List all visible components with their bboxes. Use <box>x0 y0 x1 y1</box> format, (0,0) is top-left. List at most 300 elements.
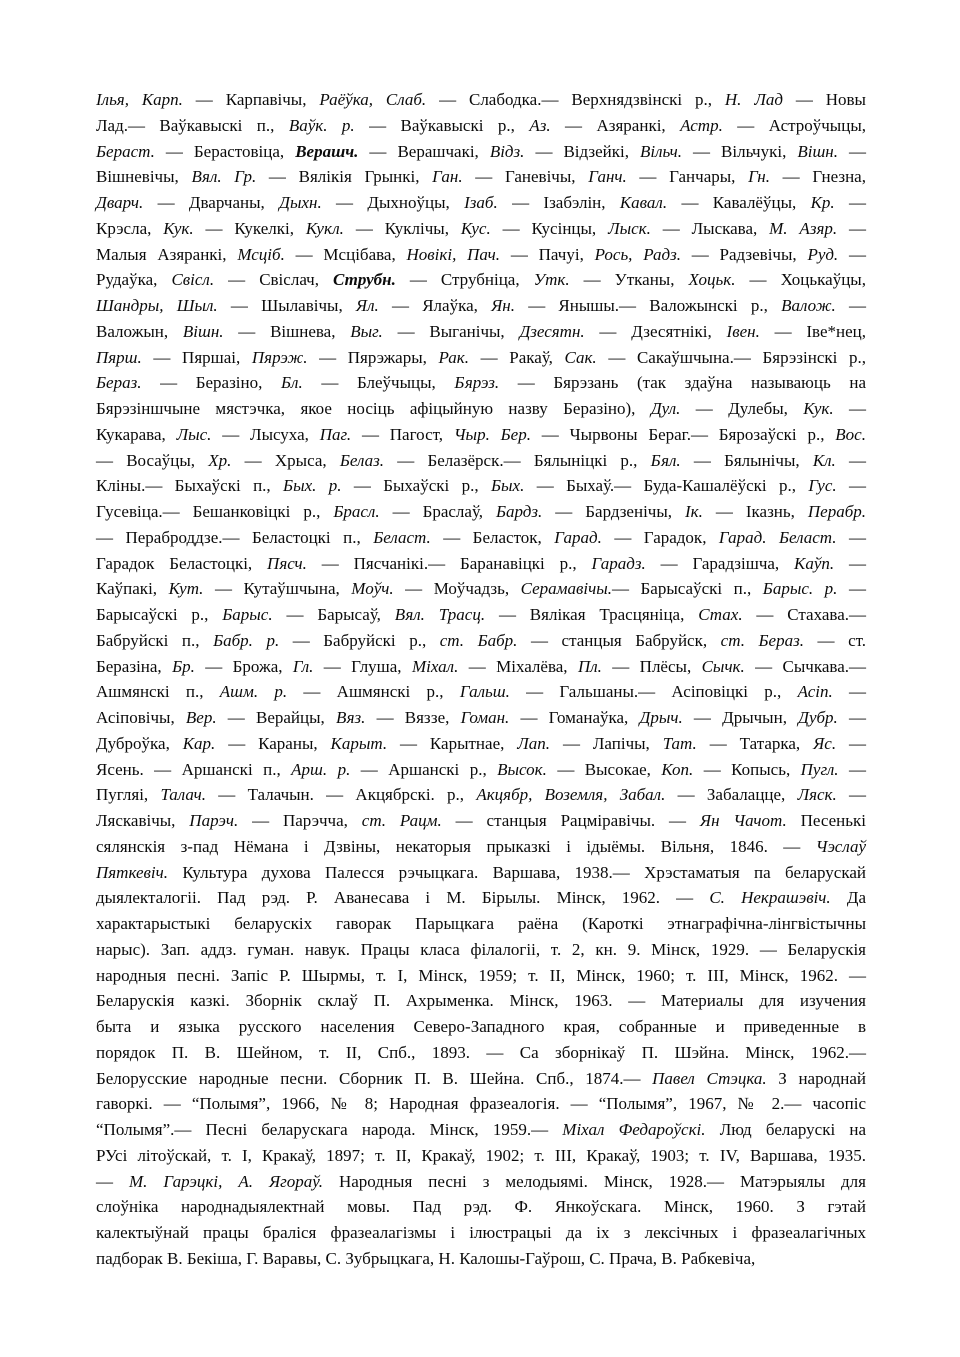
text-run: — Ваўкавыскі р., <box>354 115 530 135</box>
text-run: — Кукелкі, <box>193 218 306 238</box>
text-run-italic: Гус. <box>808 476 837 496</box>
text-run: Лад.— Ваўкавыскі п., <box>96 115 289 135</box>
text-run: — Моўчадзь, <box>393 579 521 599</box>
text-run-italic: Гарад. Беласт. <box>718 527 837 547</box>
text-run-italic: Бераз. <box>96 373 142 393</box>
text-run-italic: Вер. <box>185 708 217 727</box>
text-run-italic: Моўч. <box>351 579 394 599</box>
text-run: — Бярэзань (так здаўна называюць на <box>499 373 867 393</box>
text-run: — Чырвоны Бераг.— Бярозаўскі р., <box>530 424 836 444</box>
text-run: калектыўнай працы браліся фразеалагізмы і ілюстрацыі да іх з лексічных і фразеалагічных <box>96 1223 866 1242</box>
text-run: — Дрычын, <box>682 708 799 727</box>
text-run: — Куклічы, <box>343 218 461 238</box>
text-run: — Ізабэлін, <box>497 193 620 212</box>
text-run-italic: Ізаб. <box>464 193 498 212</box>
text-run-italic: Асіп. <box>797 682 833 702</box>
text-run-italic: Астр. <box>680 115 723 135</box>
text-run: — Сычкава.— <box>744 656 867 676</box>
text-run-italic: Утк. <box>533 270 570 290</box>
text-line <box>96 525 866 551</box>
text-run: — Астроўчыцы, <box>722 115 866 135</box>
text-run: — Пачуі, <box>500 244 595 264</box>
text-run-italic: Беласт. <box>373 527 431 547</box>
text-run-italic: Гоман. <box>460 708 510 727</box>
text-run-italic: Валож. <box>781 296 836 315</box>
text-run-italic: Коп. <box>661 759 694 779</box>
text-run-italic: Перабр. <box>807 502 867 521</box>
text-run-italic: Ваўк. р. <box>288 115 355 135</box>
text-run-italic: Пярэж. <box>251 347 308 367</box>
text-run-italic: Раёўка, Слаб. <box>319 90 427 109</box>
text-line <box>96 1117 866 1143</box>
text-run: — Выганічы, <box>382 321 520 341</box>
text-run: Каўпакі, <box>96 579 169 599</box>
text-run: Валожын, <box>96 321 183 341</box>
text-run: Песенькі <box>786 811 867 830</box>
text-run-italic: Сак. <box>564 347 597 367</box>
text-run: — Мсцібава, <box>284 244 407 264</box>
text-run: — Хрыса, <box>231 450 340 470</box>
text-run-italic: Лап. <box>517 733 551 753</box>
text-run-italic: Брасл. <box>333 502 380 521</box>
text-run: — станцыя Рацміравічы. — <box>441 811 700 830</box>
text-run: Культура духова Палесся рэчыцкага. Варшава, 1938.— Хрэстаматыя па беларускай <box>168 862 866 882</box>
text-line <box>96 988 866 1014</box>
text-run-italic: Бр. <box>172 656 195 676</box>
text-line <box>96 576 866 602</box>
text-run: — Караны, <box>215 733 331 753</box>
text-run: Гарадок Беластоцкі, <box>96 553 268 573</box>
text-run: Ясень. — Аршанскі п., <box>96 759 292 779</box>
text-run: — Бабруйскі р., <box>279 630 440 650</box>
text-run: — Забалацце, <box>665 785 798 805</box>
text-run: РУсі літоўскай, т. I, Кракаў, 1897; т. II, Кракаў, 1902; т. III, Кракаў, 1903; т. IV, Варшава, 1935. <box>96 1145 866 1165</box>
text-run: — Вялікая Трасцяніца, <box>485 605 699 624</box>
text-run: — Новы <box>782 90 866 109</box>
text-run: Беларускія казкі. Зборнік склаў П. Ахрыменка. Мінск, 1963. — Материалы для изучения <box>96 991 866 1011</box>
text-line <box>96 808 866 834</box>
text-run: — Быхаўскі р., <box>341 476 491 496</box>
text-run-italic: Кус. <box>460 218 491 238</box>
text-run: — Вішнева, <box>223 321 351 341</box>
text-line <box>96 113 866 139</box>
text-run: — Плёсы, <box>601 656 702 676</box>
text-run: — <box>838 759 867 779</box>
text-run: характарыстыкі беларускіх гаворак Парыцкага раёна (Кароткі этнаграфічна-лінгвістычны <box>96 914 866 933</box>
text-run-italic: Кавал. <box>619 193 668 212</box>
text-run: — Беласток, <box>430 527 555 547</box>
text-run: — Белазёрск.— Бялыніцкі р., <box>384 450 651 470</box>
text-line <box>96 834 866 860</box>
text-run: — <box>838 244 866 264</box>
text-run-italic: Дзесятн. <box>519 321 585 341</box>
text-run: — Верашчакі, <box>358 141 490 161</box>
text-run: — Барысаўскі п., <box>611 579 763 599</box>
text-run: — Лыскава, <box>650 218 770 238</box>
text-run: — Іве*нец, <box>759 321 867 341</box>
text-run-italic: Руд. <box>807 244 839 264</box>
text-line <box>96 499 866 525</box>
text-run: Рудаўка, <box>96 270 172 290</box>
text-run: — Восаўцы, <box>96 450 209 470</box>
text-run-italic: Пугл. <box>800 759 839 779</box>
text-run-italic: Мсціб. <box>237 244 285 264</box>
text-line <box>96 860 866 886</box>
text-run: Асіповічы, <box>96 708 186 727</box>
body-text <box>96 87 866 1272</box>
text-run-italic: Бабр. р. <box>213 630 280 650</box>
text-run: — Ракаў, <box>469 347 565 367</box>
text-run: — Высокае, <box>546 759 662 779</box>
text-run: — <box>833 399 867 418</box>
text-run: — <box>837 708 867 727</box>
text-line <box>96 628 866 654</box>
text-run: — Янышы.— Валожынскі р., <box>514 296 782 315</box>
text-run-italic: Ашм. р. <box>219 682 288 702</box>
text-run-italic: Бардз. <box>496 502 543 521</box>
text-run: падборак В. Бекіша, Г. Варавы, С. Зубрыцкага, Н. Калошы-Гаўрош, С. Прача, В. Рабкевіча, <box>96 1248 756 1268</box>
text-run: — Быхаў.— Буда-Кашалёўскі р., <box>524 476 809 496</box>
text-run: — Відзейкі, <box>524 141 641 161</box>
text-run-italic: Белаз. <box>339 450 384 470</box>
text-run: — Свіслач, <box>214 270 334 290</box>
text-run-italic: Ляск. <box>797 785 837 805</box>
text-run: — <box>834 553 866 573</box>
text-run-italic: Міхал Федароўскі. <box>562 1120 706 1139</box>
text-run: — Азяранкі, <box>550 115 681 135</box>
text-run-italic: Вял. Трасц. <box>394 605 486 624</box>
text-run: Пугляі, <box>96 785 161 805</box>
text-run-italic: Сычк. <box>701 656 745 676</box>
text-line <box>96 757 866 783</box>
text-run: — Копысь, <box>693 759 801 779</box>
text-line <box>96 1246 866 1272</box>
text-run-italic: Гн. <box>748 167 770 187</box>
text-run-italic: Вос. <box>835 424 866 444</box>
text-run-italic: Бераст. <box>96 141 155 161</box>
text-run-italic: Пл. <box>577 656 602 676</box>
text-run-italic: Дул. <box>650 399 681 418</box>
text-run-italic: Карыт. <box>330 733 388 753</box>
text-run: “Полымя”.— Песні беларускага народа. Мінск, 1959.— <box>96 1120 563 1139</box>
text-run: — Беразіно, <box>141 373 281 393</box>
text-line <box>96 87 866 113</box>
text-run: — Дварчаны, <box>143 193 280 212</box>
text-run: — Вяззе, <box>365 708 461 727</box>
text-run: — Кутаўшчына, <box>203 579 352 599</box>
text-run: гаворкі. — “Полымя”, 1966, № 8; Народная фразеалогія. — “Полымя”, 1967, № 2.— часопіс <box>96 1094 866 1114</box>
text-run: Ашмянскі п., <box>96 682 220 702</box>
text-run: — Аршанскі р., <box>350 759 498 779</box>
text-run: — Лапічы, <box>550 733 663 753</box>
text-line <box>96 1091 866 1117</box>
text-run: — Гнезна, <box>769 167 866 187</box>
text-line <box>96 602 866 628</box>
text-run-italic: Кук. <box>163 218 194 238</box>
text-run-italic: Ян Чачот. <box>699 811 787 830</box>
text-run: — Карпавічы, <box>182 90 320 109</box>
text-run: — Дзесятнікі, <box>584 321 727 341</box>
text-line <box>96 731 866 757</box>
text-line <box>96 190 866 216</box>
text-run-italic: Відз. <box>489 141 525 161</box>
text-run-italic: Рак. <box>438 347 469 367</box>
text-run-italic: Гальш. <box>459 682 510 702</box>
text-line <box>96 1169 866 1195</box>
text-run-italic: Пясч. <box>267 553 307 573</box>
text-run-italic: Барыс. <box>222 605 273 624</box>
text-run-italic: Выг. <box>350 321 383 341</box>
text-run-bold-italic: Струбн. <box>333 270 396 290</box>
text-run-italic: Шандры, Шыл. <box>96 296 218 315</box>
text-run-italic: Лыс. <box>176 424 212 444</box>
text-run-italic: Міхал. <box>411 656 459 676</box>
text-line <box>96 370 866 396</box>
text-run: — <box>832 682 867 702</box>
text-line <box>96 937 866 963</box>
text-run-italic: Вішн. <box>182 321 224 341</box>
text-run: Да <box>830 888 866 908</box>
text-run: — Стахава.— <box>742 605 866 624</box>
text-run: Бярэзіншчыне мястэчка, якое носіць афіцыйную назву Беразіно), <box>96 399 651 418</box>
text-run: — Блеўчыцы, <box>302 373 455 393</box>
text-run: — Бялынічы, <box>680 450 813 470</box>
text-run: Белорусские народные песни. Сборник П. В. Шейна. Спб., 1874.— <box>96 1068 653 1088</box>
text-run-italic: Дварч. <box>96 193 144 212</box>
text-run: — Барысаў, <box>272 605 395 624</box>
text-run-italic: Вішн. <box>797 141 838 161</box>
text-run-italic: Кукл. <box>305 218 344 238</box>
text-run: — Гальшаны.— Асіповіцкі р., <box>509 682 798 702</box>
text-run-italic: ст. Бабр. <box>439 630 518 650</box>
text-run: — ст. <box>803 630 867 650</box>
text-line <box>96 911 866 937</box>
text-run: — <box>836 785 867 805</box>
text-run-italic: Вяз. <box>335 708 366 727</box>
text-run: народныя песні. Запіс Р. Шырмы, т. I, Мінск, 1959; т. II, Мінск, 1960; т. III, Мінск, 1962. — <box>96 965 866 985</box>
text-run-italic: Гл. <box>292 656 314 676</box>
text-run: Крэсла, <box>96 218 164 238</box>
text-run: — <box>835 296 866 315</box>
text-run: — <box>96 1171 129 1191</box>
text-run: — Ганевічы, <box>462 167 589 187</box>
text-run-italic: Кук. <box>803 399 834 418</box>
text-run: — Пярэжары, <box>307 347 439 367</box>
text-run: — Берастовіца, <box>154 141 296 161</box>
text-run-italic: ст. Рацм. <box>361 811 442 830</box>
text-run-italic: Дрыч. <box>639 708 683 727</box>
text-run-bold-italic: Верашч. <box>295 141 359 161</box>
text-run: — Ганчары, <box>626 167 749 187</box>
text-run-italic: Свісл. <box>171 270 215 290</box>
text-line <box>96 963 866 989</box>
text-run: Беразіна, <box>96 656 173 676</box>
text-run: — Лысуха, <box>211 424 320 444</box>
text-run: Народныя песні з мелодыямі. Мінск, 1928.— Матэрыялы для <box>322 1171 866 1191</box>
text-run: слоўніка народнадыялектнай мовы. Пад рэд. Ф. Янкоўскага. Мінск, 1960. З гэтай <box>96 1197 866 1217</box>
text-run: — Пераброддзе.— Беластоцкі п., <box>96 527 374 547</box>
text-run: — Ялаўка, <box>378 296 492 315</box>
text-run: — Гарадзішча, <box>645 553 795 573</box>
text-run-italic: Павел Стэцка. <box>652 1068 767 1088</box>
text-run-italic: Вял. Гр. <box>191 167 257 187</box>
text-run: — Талачын. — Акцябрскі. р., <box>206 785 477 805</box>
text-run: быта и языка русского населения Северо-Западного края, собранные и приведенные в <box>96 1017 866 1036</box>
text-line <box>96 1143 866 1169</box>
text-run: — Брожа, <box>194 656 293 676</box>
text-line <box>96 1194 866 1220</box>
text-run: — Браслаў, <box>379 502 496 521</box>
text-line <box>96 705 866 731</box>
text-line <box>96 293 866 319</box>
text-line <box>96 885 866 911</box>
text-run: — Гоманаўка, <box>509 708 640 727</box>
text-run-italic: Кар. <box>182 733 216 753</box>
text-run: — Пагост, <box>351 424 454 444</box>
text-run: — Пяршаі, <box>141 347 252 367</box>
text-run: Кліны.— Быхаўскі п., <box>96 476 284 496</box>
text-run-italic: Івен. <box>726 321 760 341</box>
text-run: — Шылавічы, <box>217 296 356 315</box>
text-run-italic: Гарад. <box>554 527 602 547</box>
text-run-italic: Чэслаў <box>815 836 866 856</box>
text-line <box>96 654 866 680</box>
text-line <box>96 1040 866 1066</box>
text-run: — Кусінцы, <box>490 218 609 238</box>
text-run: — Татарка, <box>696 733 814 753</box>
text-run-italic: Бял. <box>650 450 681 470</box>
text-run: — Вялікія Грынкі, <box>256 167 433 187</box>
text-run: — <box>834 193 866 212</box>
text-line <box>96 679 866 705</box>
text-run-italic: Рось, Радз. <box>594 244 681 264</box>
text-run: — Кавалёўцы, <box>667 193 811 212</box>
text-run: — Іказнь, <box>702 502 808 521</box>
text-run: Люд беларускі на <box>705 1120 867 1139</box>
text-run-italic: Серамавічы. <box>520 579 612 599</box>
text-run-italic: Парэч. <box>189 811 239 830</box>
text-run: — <box>835 450 867 470</box>
text-run-italic: Дубр. <box>798 708 838 727</box>
text-run: — <box>837 141 866 161</box>
text-run-italic: Бых. р. <box>283 476 342 496</box>
text-run-italic: Дыхн. <box>279 193 322 212</box>
text-run: нарыс). Зап. аддз. гуман. навук. Працы класа філалогіі, т. 2, кн. 9. Мінск, 1929. — Беларускія <box>96 939 866 959</box>
text-run-italic: Арш. р. <box>291 759 351 779</box>
text-run-italic: Яс. <box>813 733 837 753</box>
text-run-italic: Вільч. <box>640 141 682 161</box>
text-run-italic: М. Азяр. <box>769 218 838 238</box>
text-run: порядок П. В. Шейном, т. II, Спб., 1893. — Са зборнікаў П. Шэйна. Мінск, 1962.— <box>96 1042 866 1062</box>
text-line <box>96 216 866 242</box>
text-run-italic: Ял. <box>355 296 379 315</box>
text-run-italic: Аз. <box>529 115 551 135</box>
text-line <box>96 396 866 422</box>
text-run-italic: Н. Лад <box>724 90 783 109</box>
text-line <box>96 448 866 474</box>
text-run: — Глуша, <box>313 656 412 676</box>
text-run-italic: Кл. <box>812 450 836 470</box>
text-run-italic: Бярэз. <box>454 373 500 393</box>
text-run-italic: Новікі, Пач. <box>406 244 501 264</box>
text-line <box>96 551 866 577</box>
text-line <box>96 242 866 268</box>
text-run: — <box>836 733 866 753</box>
text-run-italic: С. Некрашэвіч. <box>709 888 831 908</box>
text-run: Бабруйскі п., <box>96 630 214 650</box>
text-run: — Радзевічы, <box>680 244 808 264</box>
text-run: Кукарава, <box>96 424 177 444</box>
text-line <box>96 164 866 190</box>
text-run-italic: Барыс. р. <box>762 579 838 599</box>
text-run: Гусевіца.— Бешанковіцкі р., <box>96 502 334 521</box>
text-run-italic: Хоцьк. <box>688 270 736 290</box>
text-run-italic: Кут. <box>168 579 204 599</box>
text-run: — <box>837 579 866 599</box>
text-run-italic: Ілья, Карп. <box>96 90 183 109</box>
text-run: — Струбніца, <box>395 270 534 290</box>
text-run-italic: Хр. <box>208 450 232 470</box>
text-run: — Дулебы, <box>680 399 804 418</box>
text-run: — <box>836 527 867 547</box>
text-run: — Дыхноўцы, <box>321 193 465 212</box>
text-line <box>96 422 866 448</box>
text-line <box>96 1066 866 1092</box>
text-run: Малыя Азяранкі, <box>96 244 238 264</box>
text-run-italic: Каўп. <box>794 553 835 573</box>
text-run: — Хоцькаўцы, <box>735 270 866 290</box>
text-run: дыялекталогіі. Пад рэд. Р. Аванесава і М. Бірылы. Мінск, 1962. — <box>96 888 710 908</box>
text-run-italic: Пярш. <box>96 347 142 367</box>
text-line <box>96 473 866 499</box>
text-run-italic: Стах. <box>698 605 743 624</box>
text-run-italic: Кр. <box>810 193 835 212</box>
text-run: — Верайцы, <box>216 708 336 727</box>
text-run-italic: Пяткевіч. <box>96 862 168 882</box>
text-line <box>96 782 866 808</box>
text-run-italic: ст. Бераз. <box>720 630 804 650</box>
text-run: — Бардзенічы, <box>542 502 686 521</box>
text-run: Ляскавічы, <box>96 811 190 830</box>
text-run: — Утканы, <box>569 270 689 290</box>
text-run: сялянскія з-пад Нёмана і Дзвіны, некаторыя прыказкі і ідыёмы. Вільня, 1846. — <box>96 836 816 856</box>
text-line <box>96 139 866 165</box>
text-run-italic: Бых. <box>491 476 525 496</box>
text-run: — Пясчанікі.— Баранавіцкі р., <box>306 553 592 573</box>
text-run-italic: Ян. <box>491 296 515 315</box>
text-run-italic: Тат. <box>662 733 697 753</box>
text-line <box>96 1220 866 1246</box>
text-run-italic: Акцябр, Воземля, Забал. <box>476 785 666 805</box>
text-line <box>96 345 866 371</box>
text-run-italic: Лыск. <box>608 218 651 238</box>
text-line <box>96 319 866 345</box>
text-run-italic: Высок. <box>497 759 547 779</box>
text-run-italic: Чыр. Бер. <box>453 424 531 444</box>
text-run: — Міхалёва, <box>458 656 578 676</box>
text-run-italic: Паг. <box>319 424 352 444</box>
text-run-italic: Бл. <box>281 373 303 393</box>
text-run: Вішневічы, <box>96 167 192 187</box>
text-run-italic: Ік. <box>685 502 703 521</box>
text-run: Дуброўка, <box>96 733 183 753</box>
text-run-italic: Ган. <box>432 167 463 187</box>
text-run: — Слабодка.— Верхнядзвінскі р., <box>426 90 725 109</box>
text-run: — Парэчча, <box>238 811 362 830</box>
text-run: — Карытнае, <box>387 733 518 753</box>
text-line <box>96 1014 866 1040</box>
text-run: — станцыя Бабруйск, <box>517 630 721 650</box>
